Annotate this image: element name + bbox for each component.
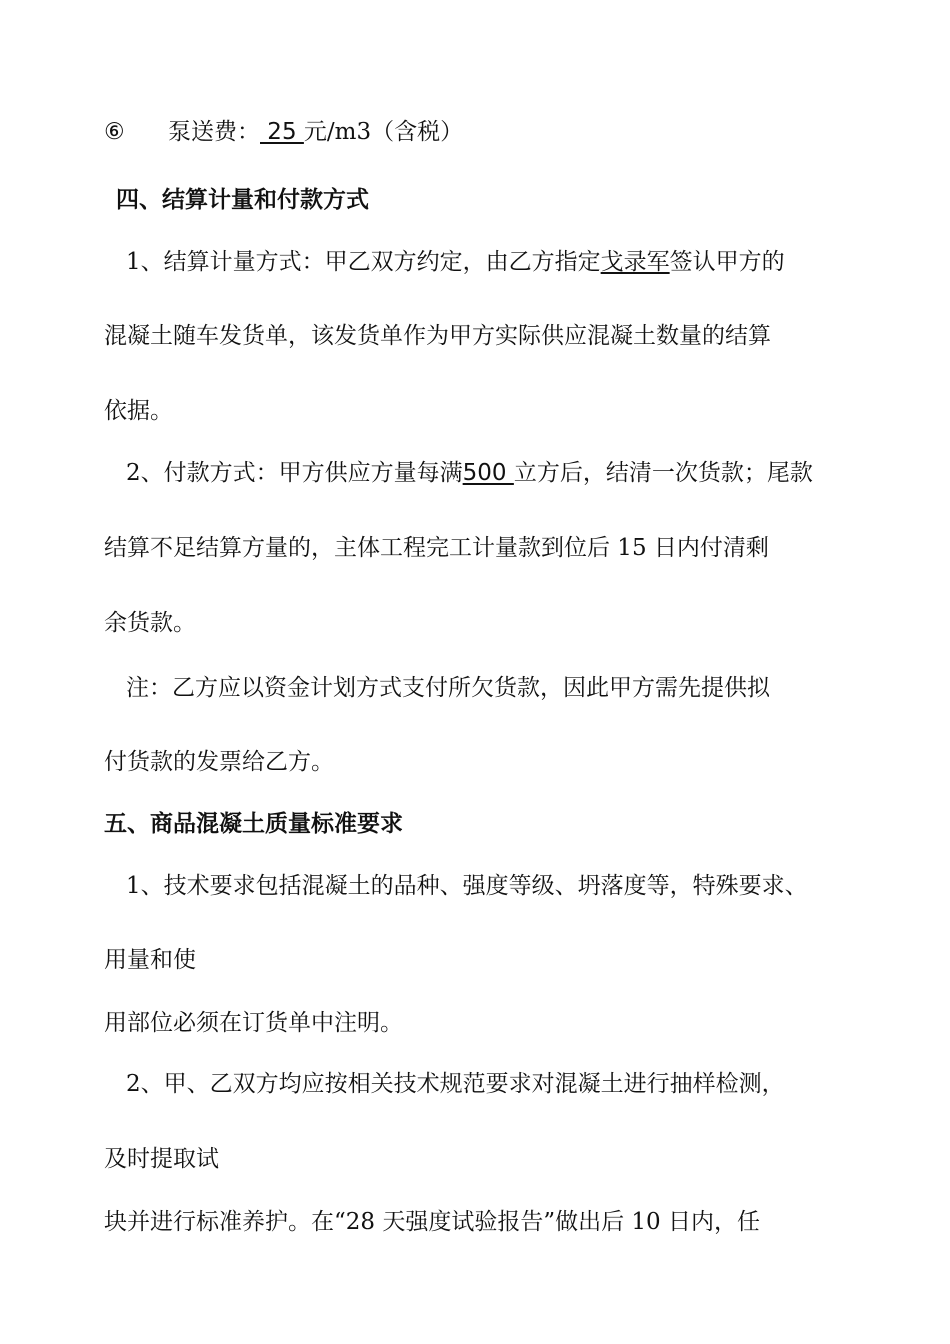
pumping-fee-line: [104, 117, 844, 147]
note-line-2: 付货款的发票给乙方。: [104, 749, 334, 775]
sampling-test-line-1: 2、甲、乙双方均应按相关技术规范要求对混凝土进行抽样检测，: [126, 1071, 785, 1097]
settlement-method-line-2: 混凝土随车发货单，该发货单作为甲方实际供应混凝土数量的结算: [104, 323, 771, 349]
section-4-heading: 四、结算计量和付款方式: [116, 186, 369, 213]
pumping-fee-price: 25: [260, 119, 304, 145]
note-line-1: 注：乙方应以资金计划方式支付所欠货款，因此甲方需先提供拟: [126, 675, 770, 701]
payment-volume-threshold: 500: [462, 460, 514, 486]
payment-method-line-1: 2、付款方式：甲方供应方量每满500 立方后，结清一次货款；尾款: [126, 460, 813, 486]
section-5-heading: 五、商品混凝土质量标准要求: [104, 810, 403, 837]
technical-requirements-line-1: 1、技术要求包括混凝土的品种、强度等级、坍落度等，特殊要求、: [126, 873, 808, 899]
circled-number-marker: ⑥: [104, 119, 125, 145]
technical-requirements-line-3: 用部位必须在订货单中注明。: [104, 1010, 403, 1036]
settlement-method-line-1: 1、结算计量方式：甲乙双方约定，由乙方指定戈录军签认甲方的: [126, 249, 785, 275]
payment-method-line-3: 余货款。: [104, 610, 196, 636]
designated-signer-name: 戈录军: [600, 249, 670, 275]
settlement-method-line-3: 依据。: [104, 398, 173, 424]
payment-method-line-2: 结算不足结算方量的，主体工程完工计量款到位后 15 日内付清剩: [104, 535, 769, 561]
pumping-fee-label: 泵送费：: [168, 119, 260, 145]
sampling-test-line-2: 及时提取试: [104, 1146, 219, 1172]
technical-requirements-line-2: 用量和使: [104, 947, 196, 973]
pumping-fee-unit: 元/m3（含税）: [303, 119, 464, 145]
sampling-test-line-3: 块并进行标准养护。在“28 天强度试验报告”做出后 10 日内，任: [104, 1209, 760, 1235]
